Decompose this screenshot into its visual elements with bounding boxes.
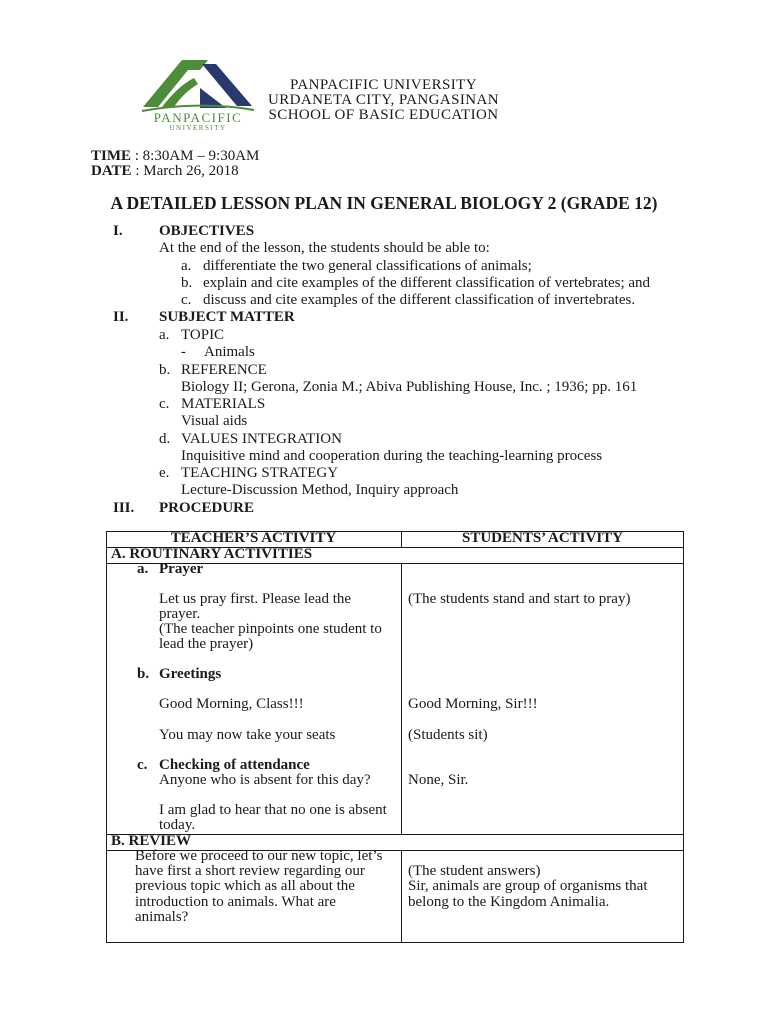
step-marker: c. [137, 757, 148, 773]
subject-detail-reference: Biology II; Gerona, Zonia M.; Abiva Publishing House, Inc. ; 1936; pp. 161 [181, 379, 638, 395]
table-header-students: STUDENTS’ ACTIVITY [461, 530, 623, 546]
subject-label-strategy: TEACHING STRATEGY [181, 465, 339, 481]
date-label: DATE [91, 163, 132, 179]
teacher-line: introduction to animals. What are [135, 894, 336, 910]
table-column-divider [401, 563, 402, 834]
subject-label-topic: TOPIC [181, 327, 225, 343]
student-line: Sir, animals are group of organisms that [408, 878, 648, 894]
date-value: : March 26, 2018 [131, 163, 239, 179]
teacher-line: lead the prayer) [159, 636, 254, 652]
section-numeral: II. [113, 309, 129, 325]
lesson-plan-title: A DETAILED LESSON PLAN IN GENERAL BIOLOGY 2 (GRADE 12) [110, 193, 658, 213]
objective-item: discuss and cite examples of the different classification of invertebrates. [203, 292, 636, 308]
subject-detail-materials: Visual aids [181, 413, 248, 429]
teacher-line: I am glad to hear that no one is absent [159, 802, 387, 818]
step-marker: b. [137, 666, 150, 682]
teacher-line: Anyone who is absent for this day? [159, 772, 371, 788]
subject-label-reference: REFERENCE [181, 362, 267, 378]
subject-label-values: VALUES INTEGRATION [181, 431, 342, 447]
step-marker: a. [137, 561, 149, 577]
subject-detail-strategy: Lecture-Discussion Method, Inquiry approach [181, 482, 459, 498]
section-numeral: I. [113, 223, 123, 239]
table-header-teacher: TEACHER’S ACTIVITY [170, 530, 337, 546]
objectives-intro: At the end of the lesson, the students should be able to: [159, 240, 490, 256]
list-marker: e. [159, 465, 170, 481]
objective-item: differentiate the two general classifications of animals; [203, 258, 532, 274]
institution-location: URDANETA CITY, PANGASINAN [268, 92, 499, 108]
teacher-line: You may now take your seats [159, 727, 336, 743]
table-section-routinary: A. ROUTINARY ACTIVITIES [111, 546, 313, 562]
student-line: (The students stand and start to pray) [408, 591, 631, 607]
list-marker: c. [181, 292, 192, 308]
teacher-line: Let us pray first. Please lead the [159, 591, 352, 607]
list-marker: d. [159, 431, 171, 447]
step-title-attendance: Checking of attendance [159, 757, 310, 773]
list-marker: c. [159, 396, 170, 412]
list-marker: a. [181, 258, 192, 274]
list-marker: b. [159, 362, 171, 378]
student-line: None, Sir. [408, 772, 469, 788]
teacher-line: (The teacher pinpoints one student to [159, 621, 382, 637]
institution-name: PANPACIFIC UNIVERSITY [290, 77, 477, 93]
teacher-line: prayer. [159, 606, 201, 622]
student-line: (The student answers) [408, 863, 541, 879]
table-row-divider [106, 834, 684, 835]
list-marker: a. [159, 327, 170, 343]
list-marker: b. [181, 275, 193, 291]
teacher-line: Good Morning, Class!!! [159, 696, 304, 712]
student-line: Good Morning, Sir!!! [408, 696, 538, 712]
subject-detail-values: Inquisitive mind and cooperation during the teaching-learning process [181, 448, 603, 464]
section-heading-subject-matter: SUBJECT MATTER [159, 309, 295, 325]
teacher-line: have first a short review regarding our [135, 863, 365, 879]
section-heading-procedure: PROCEDURE [159, 500, 255, 516]
logo-subtitle: UNIVERSITY [169, 124, 227, 132]
time-value: : 8:30AM – 9:30AM [131, 148, 260, 164]
student-line: belong to the Kingdom Animalia. [408, 894, 610, 910]
schedule-date [91, 163, 239, 180]
time-label: TIME [91, 148, 132, 164]
section-heading-objectives: OBJECTIVES [159, 223, 255, 239]
table-section-review: B. REVIEW [111, 833, 192, 849]
subject-detail-topic: Animals [204, 344, 255, 360]
bullet-dash: - [181, 344, 186, 360]
objective-item: explain and cite examples of the different classification of vertebrates; and [203, 275, 651, 291]
student-line: (Students sit) [408, 727, 488, 743]
institution-department: SCHOOL OF BASIC EDUCATION [268, 107, 499, 123]
teacher-line: animals? [135, 909, 189, 925]
teacher-line: today. [159, 817, 196, 833]
teacher-line: previous topic which as all about the [135, 878, 355, 894]
table-column-divider [401, 850, 402, 942]
step-title-prayer: Prayer [159, 561, 204, 577]
step-title-greetings: Greetings [159, 666, 222, 682]
logo-wordmark: PANPACIFIC [153, 110, 243, 125]
section-numeral: III. [113, 500, 135, 516]
subject-label-materials: MATERIALS [181, 396, 266, 412]
teacher-line: Before we proceed to our new topic, let’s [135, 848, 383, 864]
